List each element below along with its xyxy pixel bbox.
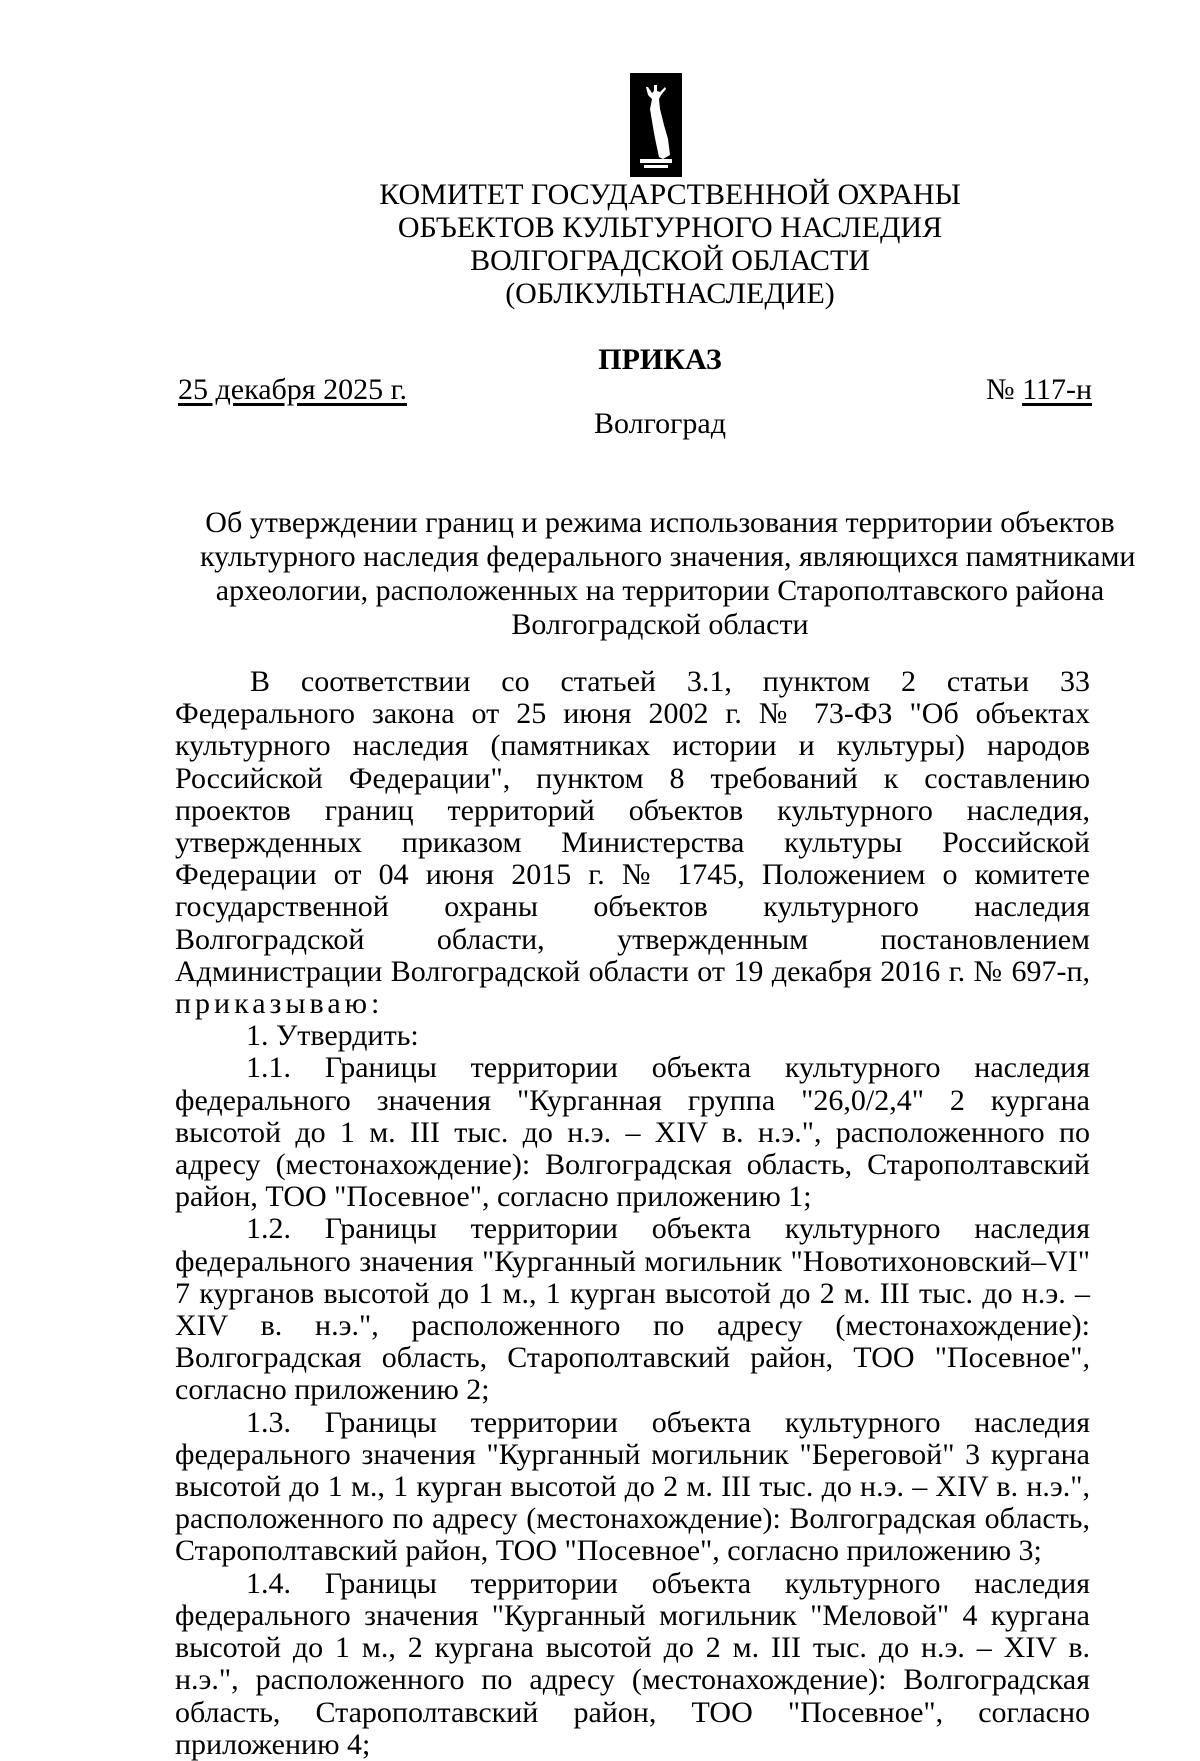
document-type: ПРИКАЗ bbox=[598, 343, 722, 376]
title-line: Волгоградской области bbox=[511, 608, 809, 641]
organization-name bbox=[260, 178, 1080, 310]
title-line: культурного наследия федерального значения, являющихся памятниками bbox=[200, 540, 1136, 573]
item-1-2: 1.2. Границы территории объекта культурного наследия федерального значения "Курганный могильник "Новотихоновский–VI" 7 курганов высотой до 1 м., 1 курган высотой до 2 м. III тыс. до н.э. – XIV в. н.э.", расположенного по адресу (местонахождение): Волгоградская область, Старополтавский район, ТОО "Посевное", согласно приложению 2; bbox=[175, 1212, 1090, 1407]
order-date: 25 декабря 2025 г. bbox=[178, 373, 407, 406]
item-1: 1. Утвердить: bbox=[246, 1019, 419, 1053]
item-1-1: 1.1. Границы территории объекта культурного наследия федерального значения "Курганная группа "26,0/2,4" 2 кургана высотой до 1 м. III тыс. до н.э. – XIV в. н.э.", расположенного по адресу (местонахождение): Волгоградская область, Старополтавский район, ТОО "Посевное", согласно приложению 1; bbox=[175, 1051, 1090, 1214]
order-number-prefix: № bbox=[985, 373, 1023, 406]
title-line: археологии, расположенных на территории Старополтавского района bbox=[215, 574, 1105, 607]
document-title bbox=[200, 506, 1136, 642]
item-1-3: 1.3. Границы территории объекта культурного наследия федерального значения "Курганный могильник "Береговой" 3 кургана высотой до 1 м., 1 курган высотой до 2 м. III тыс. до н.э. – XIV в. н.э.", расположенного по адресу (местонахождение): Волгоградская область, Старополтавский район, ТОО "Посевное", согласно приложению 3; bbox=[175, 1405, 1090, 1568]
org-line: (ОБЛКУЛЬТНАСЛЕДИЕ) bbox=[505, 277, 835, 310]
coat-of-arms-icon bbox=[630, 73, 682, 177]
org-line: КОМИТЕТ ГОСУДАРСТВЕННОЙ ОХРАНЫ bbox=[379, 178, 961, 211]
title-line: Об утверждении границ и режима использования территории объектов bbox=[205, 506, 1115, 539]
preamble-text: В соответствии со статьей 3.1, пунктом 2 статьи 33 Федерального закона от 25 июня 2002 г. № 73-ФЗ "Об объектах культурного наследия (памятниках истории и культуры) народов Российской Федерации", пунктом 8 требований к составлению проектов границ территорий объектов культурного наследия, утвержденных приказом Министерства культуры Российской Федерации от 04 июня 2015 г. № 1745, Положением о комитете государственной охраны объектов культурного наследия Волгоградской области, утвержденным постановлением Администрации Волгоградской области от 19 декабря 2016 г. № 697-п, bbox=[175, 665, 1090, 988]
document-body bbox=[175, 666, 1090, 1761]
preamble-paragraph bbox=[175, 666, 1090, 1020]
item-1-4: 1.4. Границы территории объекта культурного наследия федерального значения "Курганный могильник "Меловой" 4 кургана высотой до 1 м., 2 кургана высотой до 2 м. III тыс. до н.э. – XIV в. н.э.", расположенного по адресу (местонахождение): Волгоградская область, Старополтавский район, ТОО "Посевное", согласно приложению 4; bbox=[175, 1566, 1090, 1761]
order-number bbox=[986, 373, 1092, 407]
command-word: приказываю: bbox=[175, 987, 384, 1021]
org-line: ОБЪЕКТОВ КУЛЬТУРНОГО НАСЛЕДИЯ bbox=[397, 211, 943, 244]
order-city: Волгоград bbox=[593, 407, 727, 440]
org-line: ВОЛГОГРАДСКОЙ ОБЛАСТИ bbox=[470, 244, 870, 277]
order-number-value: 117-н bbox=[1022, 373, 1092, 406]
